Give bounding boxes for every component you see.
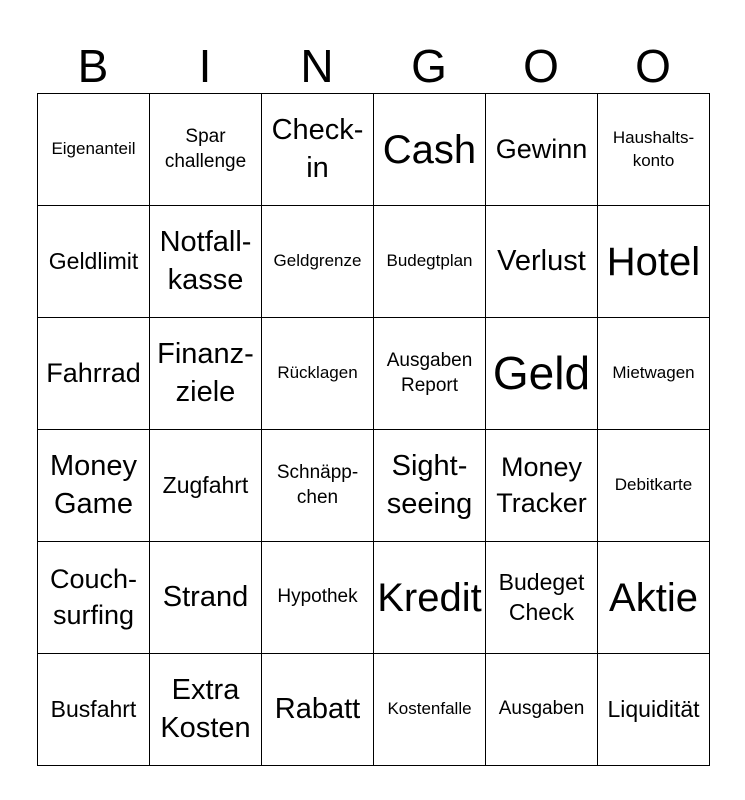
header-letter-g: G — [411, 40, 447, 92]
bingo-header — [37, 38, 709, 94]
bingo-cell-label: Eigenanteil — [51, 139, 136, 159]
bingo-cell-label: Geldlimit — [48, 247, 139, 274]
bingo-cell[interactable] — [598, 94, 710, 206]
bingo-cell[interactable] — [374, 206, 486, 318]
bingo-cell-label: Liquidität — [607, 695, 700, 722]
bingo-cell-label: Notfall- kasse — [159, 225, 252, 296]
bingo-cell-label: Haushalts- konto — [612, 128, 695, 170]
bingo-cell[interactable] — [150, 206, 262, 318]
bingo-cell-label: Verlust — [497, 244, 586, 277]
header-letter-o-2: O — [635, 40, 671, 92]
bingo-card-grid — [37, 93, 710, 766]
bingo-cell[interactable] — [262, 206, 374, 318]
bingo-cell-label: Check- in — [271, 113, 364, 184]
bingo-cell-label: Geld — [492, 347, 591, 400]
header-letter-i: I — [198, 40, 212, 92]
bingo-cell[interactable] — [262, 654, 374, 766]
bingo-cell-label: Mietwagen — [612, 363, 695, 383]
header-letter-b: B — [77, 40, 109, 92]
bingo-cell[interactable] — [38, 430, 150, 542]
bingo-cell[interactable] — [38, 654, 150, 766]
bingo-cell[interactable] — [486, 206, 598, 318]
bingo-cell-label: Cash — [382, 127, 477, 172]
bingo-cell[interactable] — [38, 318, 150, 430]
bingo-cell[interactable] — [486, 430, 598, 542]
bingo-cell-label: Budeget Check — [498, 568, 585, 625]
bingo-cell-label: Sight- seeing — [386, 449, 473, 520]
bingo-cell-label: Gewinn — [495, 133, 588, 164]
bingo-cell[interactable] — [486, 542, 598, 654]
bingo-cell[interactable] — [374, 430, 486, 542]
bingo-cell[interactable] — [262, 318, 374, 430]
bingo-cell-label: Rabatt — [274, 692, 361, 725]
bingo-cell-label: Spar challenge — [164, 125, 247, 172]
bingo-cell[interactable] — [38, 94, 150, 206]
bingo-cell[interactable] — [38, 206, 150, 318]
bingo-cell[interactable] — [262, 542, 374, 654]
bingo-cell-label: Budegtplan — [386, 251, 473, 271]
bingo-cell[interactable] — [486, 654, 598, 766]
bingo-cell[interactable] — [598, 430, 710, 542]
bingo-cell-label: Finanz- ziele — [157, 337, 254, 408]
bingo-cell[interactable] — [150, 318, 262, 430]
bingo-cell[interactable] — [150, 654, 262, 766]
bingo-cell[interactable] — [150, 542, 262, 654]
bingo-cell-label: Ausgaben Report — [386, 349, 473, 396]
bingo-cell[interactable] — [598, 654, 710, 766]
bingo-cell[interactable] — [374, 318, 486, 430]
bingo-cell-label: Money Tracker — [496, 452, 587, 518]
bingo-cell-label: Fahrrad — [46, 357, 141, 388]
bingo-cell-label: Hotel — [606, 239, 701, 284]
bingo-cell[interactable] — [150, 430, 262, 542]
bingo-cell[interactable] — [486, 94, 598, 206]
bingo-cell-label: Busfahrt — [50, 695, 137, 722]
bingo-cell[interactable] — [262, 430, 374, 542]
bingo-cell-label: Debitkarte — [614, 475, 693, 495]
header-letter-n: N — [300, 40, 334, 92]
bingo-cell[interactable] — [486, 318, 598, 430]
bingo-cell-label: Money Game — [49, 449, 138, 520]
bingo-cell[interactable] — [374, 654, 486, 766]
bingo-cell[interactable] — [598, 542, 710, 654]
bingo-cell[interactable] — [598, 318, 710, 430]
bingo-cell[interactable] — [262, 94, 374, 206]
bingo-cell-label: Kredit — [377, 575, 482, 620]
bingo-cell-label: Aktie — [609, 575, 698, 620]
bingo-cell-label: Kostenfalle — [387, 699, 472, 719]
bingo-cell[interactable] — [374, 542, 486, 654]
bingo-cell-label: Strand — [162, 580, 249, 613]
header-letter-o: O — [523, 40, 559, 92]
bingo-cell[interactable] — [38, 542, 150, 654]
bingo-cell-label: Rücklagen — [277, 363, 358, 383]
bingo-cell[interactable] — [374, 94, 486, 206]
bingo-cell-label: Zugfahrt — [162, 471, 249, 498]
bingo-cell-label: Hypothek — [277, 586, 358, 608]
bingo-cell-label: Geldgrenze — [273, 251, 362, 271]
bingo-cell-label: Ausgaben — [498, 698, 585, 720]
bingo-cell[interactable] — [598, 206, 710, 318]
bingo-cell-label: Couch- surfing — [49, 564, 138, 630]
bingo-cell[interactable] — [150, 94, 262, 206]
bingo-cell-label: Extra Kosten — [160, 673, 251, 744]
bingo-cell-label: Schnäpp- chen — [276, 461, 359, 508]
